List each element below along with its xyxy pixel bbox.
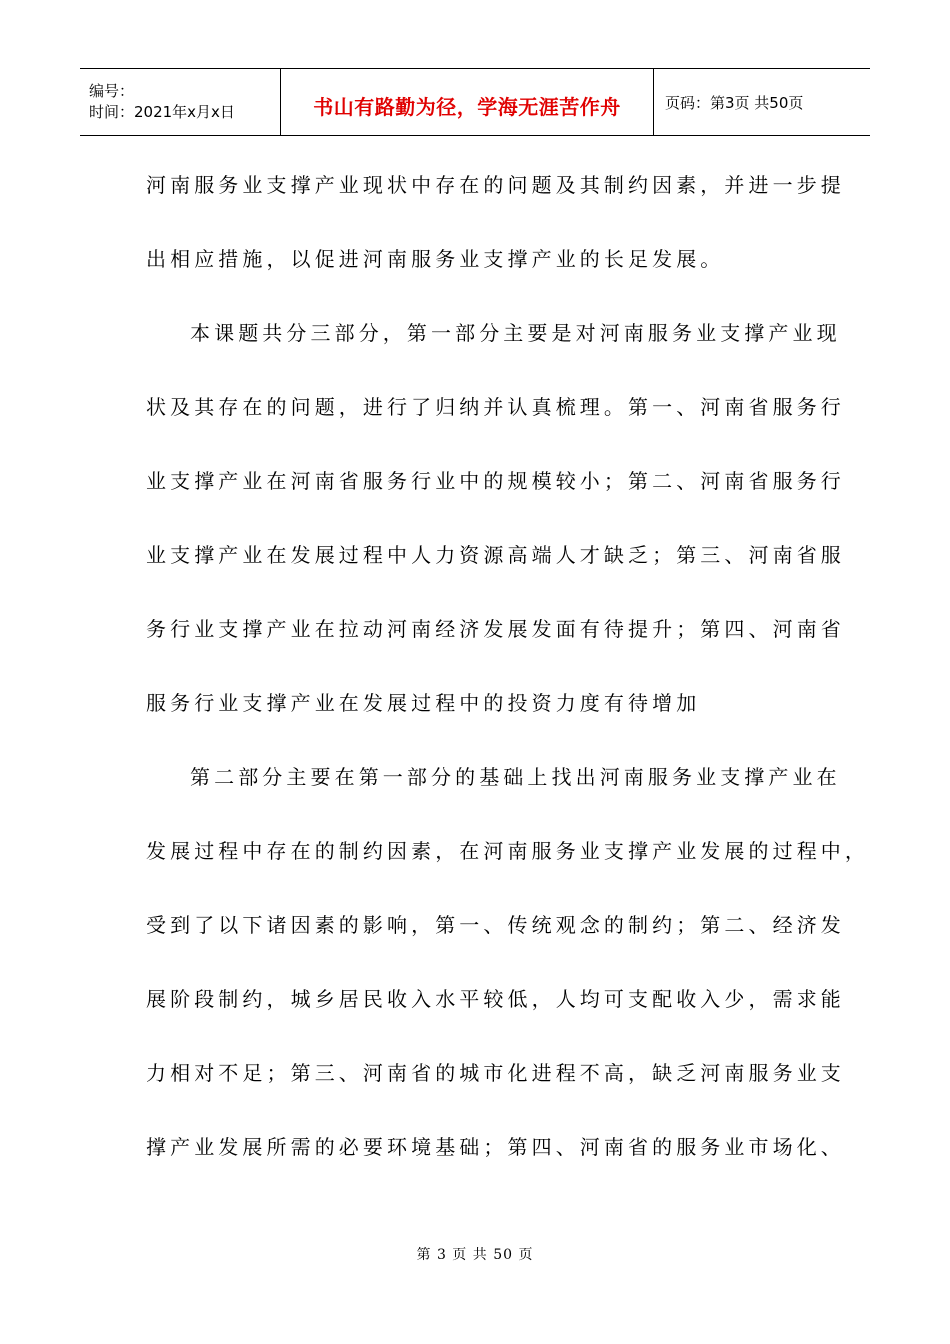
text-line: 展阶段制约，城乡居民收入水平较低，人均可支配收入少，需求能 <box>146 987 845 1011</box>
text-line: 受到了以下诸因素的影响，第一、传统观念的制约；第二、经济发 <box>146 913 845 937</box>
text-line: 服务行业支撑产业在发展过程中的投资力度有待增加 <box>146 691 701 715</box>
text-line: 业支撑产业在河南省服务行业中的规模较小；第二、河南省服务行 <box>146 469 845 493</box>
text-line: 出相应措施，以促进河南服务业支撑产业的长足发展。 <box>146 247 725 271</box>
header-meta-cell <box>80 69 281 135</box>
document-date: 时间：2021年x月x日 <box>89 103 235 121</box>
header-motto: 书山有路勤为径，学海无涯苦作舟 <box>313 94 621 119</box>
text-line: 务行业支撑产业在拉动河南经济发展发面有待提升；第四、河南省 <box>146 617 845 641</box>
header-motto-cell <box>281 69 654 135</box>
document-body <box>146 148 869 1184</box>
text-line: 撑产业发展所需的必要环境基础；第四、河南省的服务业市场化、 <box>146 1135 845 1159</box>
text-line: 业支撑产业在发展过程中人力资源高端人才缺乏；第三、河南省服 <box>146 543 845 567</box>
header-page-number: 页码：第3页 共50页 <box>665 93 804 112</box>
text-line: 河南服务业支撑产业现状中存在的问题及其制约因素，并进一步提 <box>146 173 845 197</box>
page-footer: 第 3 页 共 50 页 <box>416 1247 534 1263</box>
text-line: 状及其存在的问题，进行了归纳并认真梳理。第一、河南省服务行 <box>146 395 845 419</box>
text-line: 力相对不足；第三、河南省的城市化进程不高，缺乏河南服务业支 <box>146 1061 845 1085</box>
paragraph-first-line: 第二部分主要在第一部分的基础上找出河南服务业支撑产业在 <box>190 765 841 789</box>
document-number-label: 编号： <box>89 82 135 100</box>
header-page-cell <box>654 69 870 135</box>
paragraph-first-line: 本课题共分三部分，第一部分主要是对河南服务业支撑产业现 <box>190 321 841 345</box>
text-line: 发展过程中存在的制约因素，在河南服务业支撑产业发展的过程中， <box>146 839 869 863</box>
page-header <box>80 68 870 136</box>
